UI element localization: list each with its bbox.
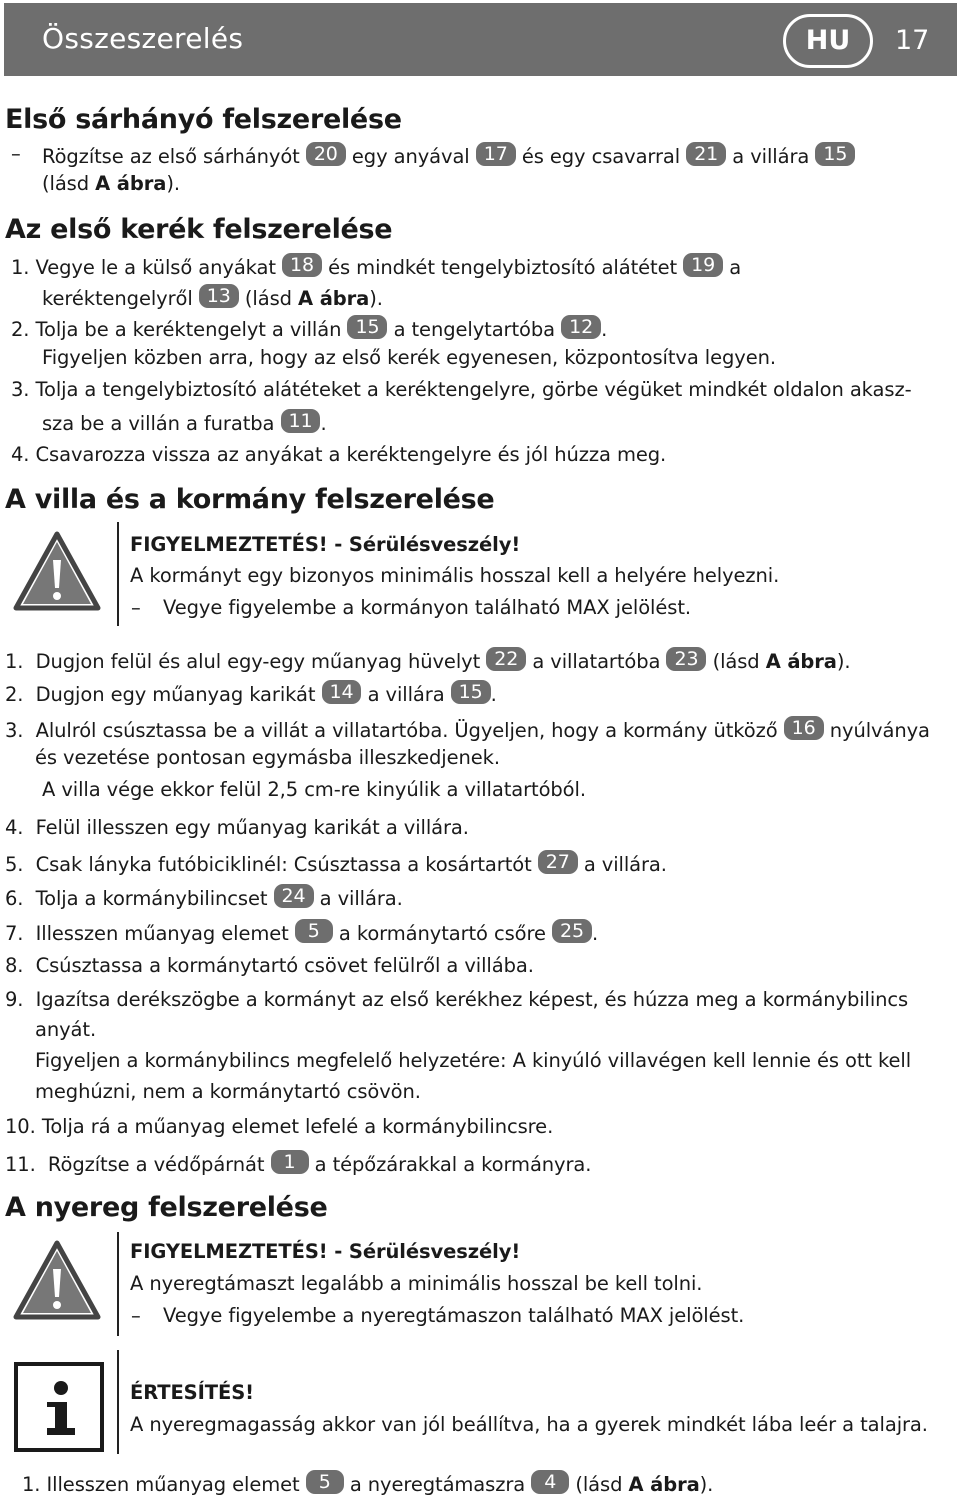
list-item: 11. Rögzítse a védőpárnát 1 a tépőzárakkal a kormányra. xyxy=(5,1151,592,1176)
section-title-saddle: A nyereg felszerelése xyxy=(5,1192,328,1223)
list-item-cont: és vezetése pontosan egymásba illeszkedjenek. xyxy=(35,746,500,769)
part-number: 4 xyxy=(531,1470,569,1494)
list-item: 2. Tolja be a keréktengelyt a villán 15 a tengelytartóba 12 . xyxy=(11,316,608,341)
list-item-fender: Rögzítse az első sárhányót 20 egy anyával 17 és egy csavarral 21 a villára 15 xyxy=(42,142,855,168)
part-number: 5 xyxy=(306,1470,344,1494)
warning-icon xyxy=(12,1239,102,1321)
part-number: 22 xyxy=(486,647,526,671)
list-item-cont: Figyeljen közben arra, hogy az első kerék egyenesen, központosítva legyen. xyxy=(42,346,776,369)
info-icon xyxy=(14,1362,104,1452)
warning-icon xyxy=(12,530,102,612)
list-item: 3. Alulról csúsztassa be a villát a villatartóba. Ügyeljen, hogy a kormány ütköző 16 nyúlványa xyxy=(5,717,930,742)
list-item-cont: sza be a villán a furatba 11 . xyxy=(42,410,327,435)
part-number: 18 xyxy=(282,253,322,277)
notice-text: A nyeregmagasság akkor van jól beállítva, ha a gyerek mindkét lába leér a talajra. xyxy=(130,1413,928,1436)
part-number: 24 xyxy=(274,884,314,908)
list-item: 3. Tolja a tengelybiztosító alátéteket a keréktengelyre, görbe végüket mindkét oldalon akasz- xyxy=(11,378,912,401)
page-number: 17 xyxy=(895,25,930,56)
list-item: 10. Tolja rá a műanyag elemet lefelé a kormánybilincsre. xyxy=(5,1115,554,1138)
list-dash: – xyxy=(11,142,21,165)
list-item: 4. Felül illesszen egy műanyag karikát a villára. xyxy=(5,816,469,839)
warning-divider xyxy=(117,1232,119,1336)
warning-divider xyxy=(117,522,119,626)
list-item-fender-cont: (lásd A ábra). xyxy=(42,172,180,195)
part-number: 16 xyxy=(784,716,824,740)
list-item: 8. Csúsztassa a kormánytartó csövet felülről a villába. xyxy=(5,954,534,977)
part-number: 5 xyxy=(295,919,333,943)
warning-bullet: Vegye figyelembe a kormányon található MAX jelölést. xyxy=(163,596,691,619)
list-dash: – xyxy=(131,596,141,619)
part-number: 19 xyxy=(683,253,723,277)
list-item-cont: Figyeljen a kormánybilincs megfelelő helyzetére: A kinyúló villavégen kell lennie és ott kell xyxy=(35,1049,912,1072)
language-badge: HU xyxy=(783,14,873,68)
part-number: 21 xyxy=(686,142,726,166)
warning-title: FIGYELMEZTETÉS! - Sérülésveszély! xyxy=(130,1240,521,1263)
list-item: 5. Csak lányka futóbiciklinél: Csúsztassa a kosártartót 27 a villára. xyxy=(5,851,667,876)
part-number: 14 xyxy=(322,680,362,704)
list-dash: – xyxy=(131,1304,141,1327)
list-item-cont: meghúzni, nem a kormánytartó csövön. xyxy=(35,1080,421,1103)
part-number: 15 xyxy=(451,680,491,704)
part-number: 23 xyxy=(666,647,706,671)
list-item: 1. Vegye le a külső anyákat 18 és mindkét tengelybiztosító alátétet 19 a xyxy=(11,254,742,279)
part-number: 15 xyxy=(815,142,855,166)
warning-text: A nyeregtámaszt legalább a minimális hosszal be kell tolni. xyxy=(130,1272,703,1295)
list-item: 7. Illesszen műanyag elemet 5 a kormánytartó csőre 25 . xyxy=(5,920,599,945)
part-number: 20 xyxy=(306,142,346,166)
notice-divider xyxy=(117,1350,119,1454)
warning-text: A kormányt egy bizonyos minimális hosszal kell a helyére helyezni. xyxy=(130,564,780,587)
section-title-front-wheel: Az első kerék felszerelése xyxy=(5,214,393,245)
part-number: 27 xyxy=(538,850,578,874)
part-number: 12 xyxy=(561,315,601,339)
header-title: Összeszerelés xyxy=(42,22,244,55)
list-item: 1. Dugjon felül és alul egy-egy műanyag hüvelyt 22 a villatartóba 23 (lásd A ábra). xyxy=(5,648,851,673)
page-header xyxy=(4,3,957,76)
part-number: 15 xyxy=(347,315,387,339)
list-item: 4. Csavarozza vissza az anyákat a keréktengelyre és jól húzza meg. xyxy=(11,443,667,466)
section-title-front-fender: Első sárhányó felszerelése xyxy=(5,104,402,135)
warning-bullet: Vegye figyelembe a nyeregtámaszon található MAX jelölést. xyxy=(163,1304,745,1327)
list-item: 9. Igazítsa derékszögbe a kormányt az első kerékhez képest, és húzza meg a kormánybilincs xyxy=(5,988,909,1011)
list-item-cont: anyát. xyxy=(35,1018,97,1041)
part-number: 1 xyxy=(271,1150,309,1174)
list-item: 2. Dugjon egy műanyag karikát 14 a villára 15 . xyxy=(5,681,497,706)
notice-title: ÉRTESÍTÉS! xyxy=(130,1381,254,1404)
list-item: 6. Tolja a kormánybilincset 24 a villára. xyxy=(5,885,403,910)
part-number: 13 xyxy=(199,284,239,308)
list-item: 1. Illesszen műanyag elemet 5 a nyeregtámaszra 4 (lásd A ábra). xyxy=(22,1471,714,1496)
part-number: 25 xyxy=(552,919,592,943)
part-number: 11 xyxy=(281,409,321,433)
part-number: 17 xyxy=(476,142,516,166)
list-item-cont: A villa vége ekkor felül 2,5 cm-re kinyúlik a villatartóból. xyxy=(42,778,586,801)
section-title-fork-handlebar: A villa és a kormány felszerelése xyxy=(5,484,495,515)
list-item-cont: keréktengelyről 13 (lásd A ábra). xyxy=(42,285,383,310)
warning-title: FIGYELMEZTETÉS! - Sérülésveszély! xyxy=(130,533,521,556)
